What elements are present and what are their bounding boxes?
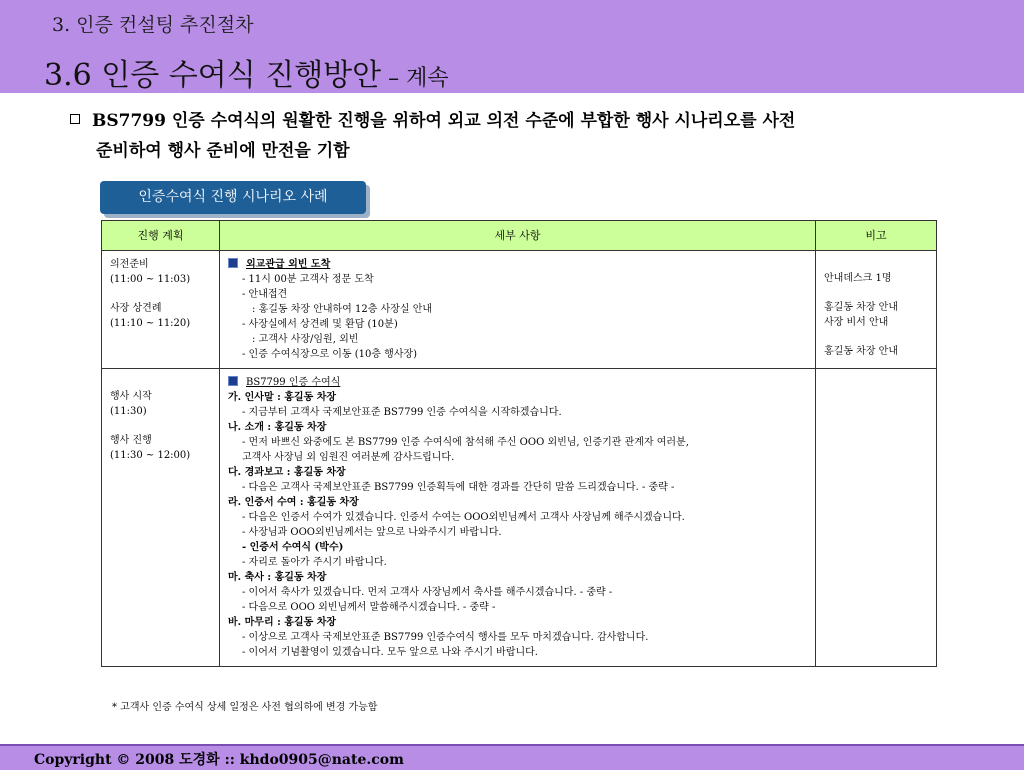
header-plan: 진행 계획 xyxy=(102,221,220,251)
row2-plan-cell xyxy=(102,369,220,667)
detail-line: - 다음으로 OOO 외빈님께서 말씀해주시겠습니다. - 중략 - xyxy=(242,602,496,613)
table-row xyxy=(102,251,937,369)
detail-heading: 외교관급 외빈 도착 xyxy=(246,259,331,270)
section-title: 다. 경과보고 : 홍길동 차장 xyxy=(228,467,346,478)
row1-detail-cell xyxy=(220,251,816,369)
detail-line: - 다음은 인증서 수여가 있겠습니다. 인증서 수여는 OOO외빈님께서 고객사 사장님께 해주시겠습니다. xyxy=(242,512,685,523)
plan-text: 행사 시작 xyxy=(110,391,152,402)
header-details: 세부 사항 xyxy=(220,221,816,251)
detail-line: - 먼저 바쁘신 와중에도 본 BS7799 인증 수여식에 참석해 주신 OOO 외빈님, 인증기관 관계자 여러분, xyxy=(242,437,689,448)
header-notes: 비고 xyxy=(816,221,937,251)
copyright-text: Copyright © 2008 도경화 :: khdo0905@nate.com xyxy=(34,752,404,768)
section-title: 가. 인사말 : 홍길동 차장 xyxy=(228,392,337,403)
detail-line: - 이상으로 고객사 국제보안표준 BS7799 인증수여식 행사를 모두 마치겠습니다. 감사합니다. xyxy=(242,632,649,643)
checkbox-bullet-icon xyxy=(70,114,80,124)
intro-line-1: BS7799 인증 수여식의 원활한 진행을 위하여 외교 의전 수준에 부합한 행사 시나리오를 사전 xyxy=(92,111,796,131)
detail-line: - 인증서 수여식 (박수) xyxy=(242,542,344,553)
detail-line: - 자리로 돌아가 주시기 바랍니다. xyxy=(242,557,387,568)
detail-line: - 11시 00분 고객사 정문 도착 xyxy=(242,274,374,285)
detail-line: - 지금부터 고객사 국제보안표준 BS7799 인증 수여식을 시작하겠습니다. xyxy=(242,407,562,418)
row1-notes-cell xyxy=(816,251,937,369)
plan-text: (11:30) xyxy=(110,406,147,417)
page-title-main: 3.6 인증 수여식 진행방안 xyxy=(44,58,382,93)
detail-line: - 안내접견 xyxy=(242,289,288,300)
detail-line: : 고객사 사장/임원, 외빈 xyxy=(252,334,359,345)
footer-band xyxy=(0,744,1024,770)
detail-line: - 다음은 고객사 국제보안표준 BS7799 인증획득에 대한 경과를 간단히 말씀 드리겠습니다. - 중략 - xyxy=(242,482,675,493)
table-row xyxy=(102,369,937,667)
plan-text: 행사 진행 xyxy=(110,435,152,446)
square-bullet-icon xyxy=(228,376,238,386)
section-title: 마. 축사 : 홍길동 차장 xyxy=(228,572,327,583)
detail-line: : 홍길동 차장 안내하여 12층 사장실 안내 xyxy=(252,304,433,315)
page-title xyxy=(44,50,449,94)
section-subtitle: 3. 인증 컨설팅 추진절차 xyxy=(52,14,254,36)
note-text: 홍길동 차장 안내 xyxy=(824,302,898,313)
plan-text: (11:00 ~ 11:03) xyxy=(110,274,191,285)
row2-detail-cell xyxy=(220,369,816,667)
section-title: 바. 마무리 : 홍길동 차장 xyxy=(228,617,337,628)
row1-plan-cell xyxy=(102,251,220,369)
detail-line: 고객사 사장님 외 임원진 여러분께 감사드립니다. xyxy=(242,452,455,463)
scenario-label-button: 인증수여식 진행 시나리오 사례 xyxy=(100,181,366,214)
title-continued: 계속 xyxy=(406,66,449,91)
detail-line: - 이어서 기념촬영이 있겠습니다. 모두 앞으로 나와 주시기 바랍니다. xyxy=(242,647,538,658)
detail-line: - 사장실에서 상견례 및 환담 (10분) xyxy=(242,319,398,330)
intro-bullet xyxy=(70,106,950,166)
plan-text: (11:10 ~ 11:20) xyxy=(110,318,191,329)
note-text: 안내데스크 1명 xyxy=(824,273,892,284)
plan-text: 사장 상견례 xyxy=(110,303,162,314)
detail-line: - 인증 수여식장으로 이동 (10층 행사장) xyxy=(242,349,418,360)
schedule-table xyxy=(101,220,937,667)
detail-line: - 이어서 축사가 있겠습니다. 먼저 고객사 사장님께서 축사를 해주시겠습니다. - 중략 - xyxy=(242,587,613,598)
detail-line: - 사장님과 OOO외빈님께서는 앞으로 나와주시기 바랍니다. xyxy=(242,527,502,538)
title-dash: – xyxy=(381,66,407,91)
note-text: 사장 비서 안내 xyxy=(824,317,889,328)
plan-text: (11:30 ~ 12:00) xyxy=(110,450,191,461)
detail-heading: BS7799 인증 수여식 xyxy=(246,377,341,388)
footnote: * 고객사 인증 수여식 상세 일정은 사전 협의하에 변경 가능함 xyxy=(112,702,378,713)
square-bullet-icon xyxy=(228,258,238,268)
row2-notes-cell xyxy=(816,369,937,667)
table-header-row xyxy=(102,221,937,251)
plan-text: 의전준비 xyxy=(110,259,149,270)
intro-line-2: 준비하여 행사 준비에 만전을 기함 xyxy=(96,141,350,161)
header-band xyxy=(0,0,1024,93)
section-title: 라. 인증서 수여 : 홍길동 차장 xyxy=(228,497,359,508)
note-text: 홍길동 차장 안내 xyxy=(824,346,898,357)
section-title: 나. 소개 : 홍길동 차장 xyxy=(228,422,327,433)
